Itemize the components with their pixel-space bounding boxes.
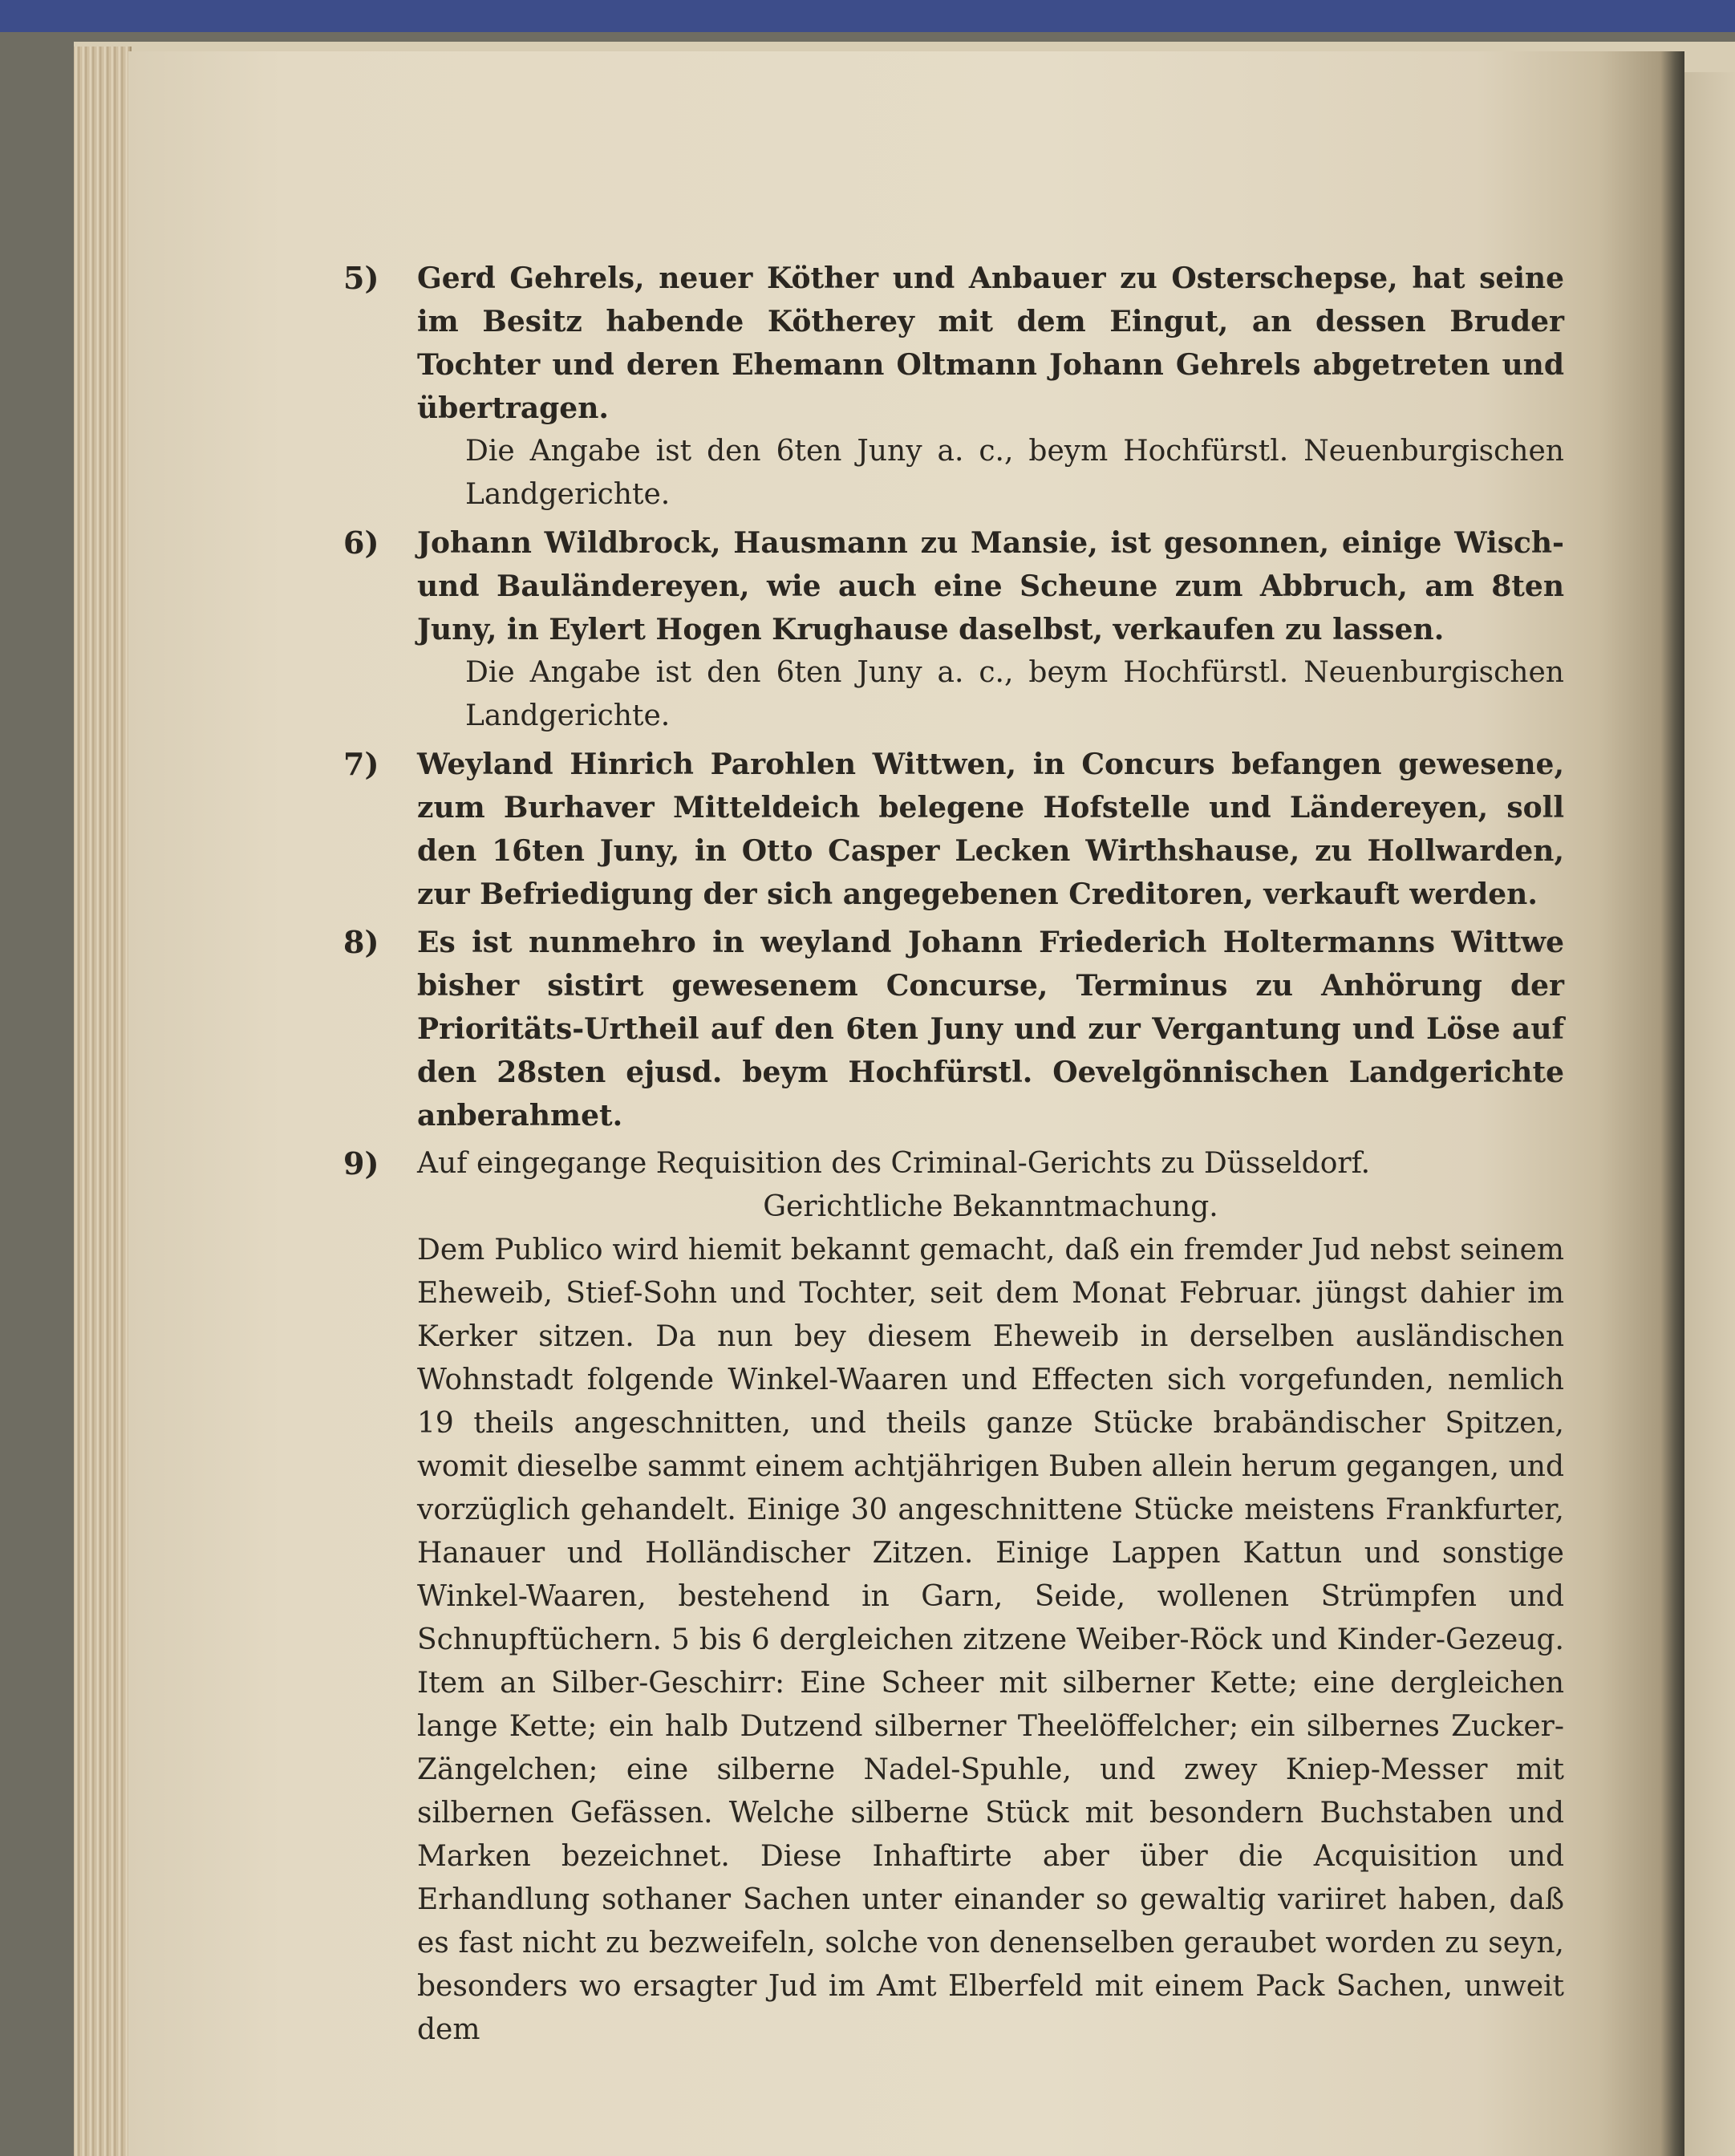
entry-number: 6) — [343, 525, 379, 561]
entry-text: Weyland Hinrich Parohlen Wittwen, in Concurs befangen gewesene, zum Burhaver Mitteldeich belegene Hofstelle und Ländereyen, soll den 16ten Juny, in Otto Casper Lecken Wirthshause, zu Hollwarden, zur Befriedigung der sich angegebenen Creditoren, verkauft werden. — [417, 748, 1564, 911]
entry-text: Gerd Gehrels, neuer Köther und Anbauer zu Osterschepse, hat seine im Besitz habende Kötherey mit dem Eingut, an dessen Bruder Tochter und deren Ehemann Oltmann Johann Gehrels abgetreten und übertragen. — [417, 261, 1564, 425]
facing-page-edge — [1684, 72, 1735, 2156]
scan-border — [0, 0, 1735, 32]
entry-note: Die Angabe ist den 6ten Juny a. c., beym Hochfürstl. Neuenburgischen Landgerichte. — [465, 435, 1564, 511]
entry-8 — [343, 921, 1564, 1137]
notice-heading: Gerichtliche Bekanntmachung. — [763, 1190, 1218, 1223]
entry-9 — [343, 1142, 1564, 2052]
entry-6 — [343, 521, 1564, 738]
entry-text: Es ist nunmehro in weyland Johann Friederich Holtermanns Wittwe bisher sistirt gewesenem Concurse, Terminus zu Anhörung der Prioritäts-Urtheil auf den 6ten Juny und zur Vergantung und Löse auf den 28sten ejusd. beym Hochfürstl. Oevelgönnischen Landgerichte anberahmet. — [417, 926, 1564, 1133]
entry-text: Johann Wildbrock, Hausmann zu Mansie, ist gesonnen, einige Wisch- und Bauländereyen, wie auch eine Scheune zum Abbruch, am 8ten Juny, in Eylert Hogen Krughause daselbst, verkaufen zu lassen. — [417, 526, 1564, 646]
entry-5 — [343, 257, 1564, 517]
entry-number: 5) — [343, 260, 379, 296]
entry-text: Auf eingegange Requisition des Criminal-Gerichts zu Düsseldorf. — [417, 1147, 1371, 1180]
book-gutter — [1660, 51, 1684, 2156]
page-text — [343, 257, 1564, 2057]
entry-number: 7) — [343, 746, 379, 782]
notice-body: Dem Publico wird hiemit bekannt gemacht, daß ein fremder Jud nebst seinem Eheweib, Stief-Sohn und Tochter, seit dem Monat Februar. jüngst dahier im Kerker sitzen. Da nun bey diesem Eheweib in derselben ausländischen Wohnstadt folgende Winkel-Waaren und Effecten sich vorgefunden, nemlich 19 theils angeschnitten, und theils ganze Stücke brabändischer Spitzen, womit dieselbe sammt einem achtjährigen Buben allein herum gegangen, und vorzüglich gehandelt. Einige 30 angeschnittene Stücke meistens Frankfurter, Hanauer und Holländischer Zitzen. Einige Lappen Kattun und sonstige Winkel-Waaren, bestehend in Garn, Seide, wollenen Strümpfen und Schnupftüchern. 5 bis 6 dergleichen zitzene Weiber-Röck und Kinder-Gezeug. Item an Silber-Geschirr: Eine Scheer mit silberner Kette; eine dergleichen lange Kette; ein halb Dutzend silberner Theelöffelcher; ein silbernes Zucker-Zängelchen; eine silberne Nadel-Spuhle, und zwey Kniep-Messer mit silbernen Gefässen. Welche silberne Stück mit besondern Buchstaben und Marken bezeichnet. Diese Inhaftirte aber über die Acquisition und Erhandlung sothaner Sachen unter einander so gewaltig variiret haben, daß es fast nicht zu bezweifeln, solche von denenselben geraubet worden zu seyn, besonders wo ersagter Jud im Amt Elberfeld mit einem Pack Sachen, unweit dem — [417, 1234, 1564, 2046]
entry-number: 8) — [343, 924, 379, 960]
page-edges — [74, 47, 132, 2156]
entry-number: 9) — [343, 1145, 379, 1181]
entry-note: Die Angabe ist den 6ten Juny a. c., beym Hochfürstl. Neuenburgischen Landgerichte. — [465, 656, 1564, 732]
entry-7 — [343, 743, 1564, 916]
